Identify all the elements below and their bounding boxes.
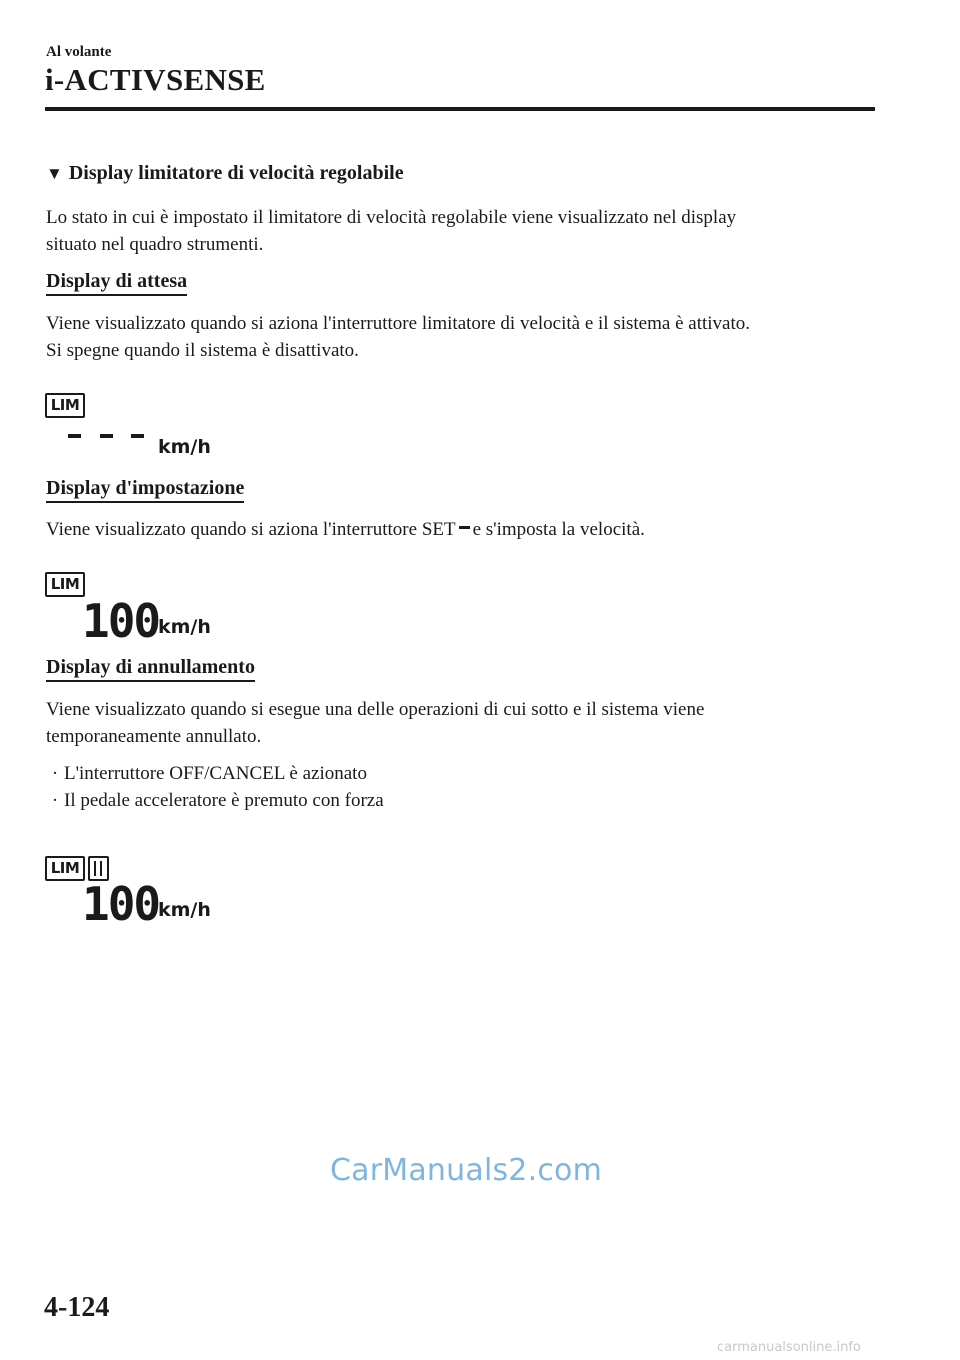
standby-line: Si spegne quando il sistema è disattivato. bbox=[46, 340, 359, 361]
section-heading bbox=[46, 162, 404, 185]
lim-indicator-icon: LIM bbox=[45, 572, 85, 597]
cancel-heading-text: Display di annullamento bbox=[46, 656, 255, 682]
triangle-down-icon: ▼ bbox=[46, 164, 63, 183]
page-title: i-ACTIVSENSE bbox=[45, 62, 266, 97]
cancel-speed-value: 100 bbox=[82, 877, 160, 931]
list-item bbox=[46, 760, 367, 787]
setting-line-after: e s'imposta la velocità. bbox=[472, 519, 645, 540]
dash-segment bbox=[100, 434, 113, 438]
setting-heading bbox=[46, 477, 244, 500]
setting-heading-text: Display d'impostazione bbox=[46, 477, 244, 503]
setting-description bbox=[46, 516, 881, 543]
standby-heading bbox=[46, 270, 187, 293]
set-minus-icon bbox=[459, 526, 470, 529]
standby-description bbox=[46, 310, 881, 364]
set-speed-value: 100 bbox=[82, 594, 160, 648]
bullet-icon: · bbox=[51, 763, 59, 784]
intro-line: situato nel quadro strumenti. bbox=[46, 234, 264, 255]
list-item-text: L'interruttore OFF/CANCEL è azionato bbox=[64, 763, 367, 784]
section-title: Display limitatore di velocità regolabile bbox=[68, 162, 404, 184]
list-item bbox=[46, 787, 384, 814]
watermark-text: CarManuals2.com bbox=[330, 1153, 603, 1188]
dash-segment bbox=[68, 434, 81, 438]
page-number: 4-124 bbox=[44, 1292, 110, 1323]
bullet-icon: · bbox=[51, 790, 59, 811]
footer-site-link[interactable]: carmanualsonline.info bbox=[717, 1340, 861, 1355]
dash-segment bbox=[131, 434, 144, 438]
lim-indicator-icon: LIM bbox=[45, 856, 85, 881]
pause-bar bbox=[94, 861, 96, 876]
lim-indicator-icon: LIM bbox=[45, 393, 85, 418]
standby-heading-text: Display di attesa bbox=[46, 270, 187, 296]
title-divider bbox=[45, 107, 875, 111]
cancel-line: Viene visualizzato quando si esegue una delle operazioni di cui sotto e il sistema viene bbox=[46, 699, 705, 720]
speed-unit: km/h bbox=[158, 899, 211, 921]
cancel-description bbox=[46, 696, 881, 750]
cancel-line: temporaneamente annullato. bbox=[46, 726, 262, 747]
breadcrumb: Al volante bbox=[46, 44, 112, 60]
list-item-text: Il pedale acceleratore è premuto con forza bbox=[64, 790, 384, 811]
setting-line-before: Viene visualizzato quando si aziona l'interruttore SET bbox=[46, 519, 456, 540]
intro-line: Lo stato in cui è impostato il limitatore di velocità regolabile viene visualizzato nel display bbox=[46, 207, 737, 228]
section-intro bbox=[46, 204, 881, 258]
cancel-heading bbox=[46, 656, 255, 679]
pause-bar bbox=[100, 861, 102, 876]
standby-line: Viene visualizzato quando si aziona l'interruttore limitatore di velocità e il sistema è attivato. bbox=[46, 313, 750, 334]
speed-unit: km/h bbox=[158, 616, 211, 638]
speed-unit: km/h bbox=[158, 436, 211, 458]
